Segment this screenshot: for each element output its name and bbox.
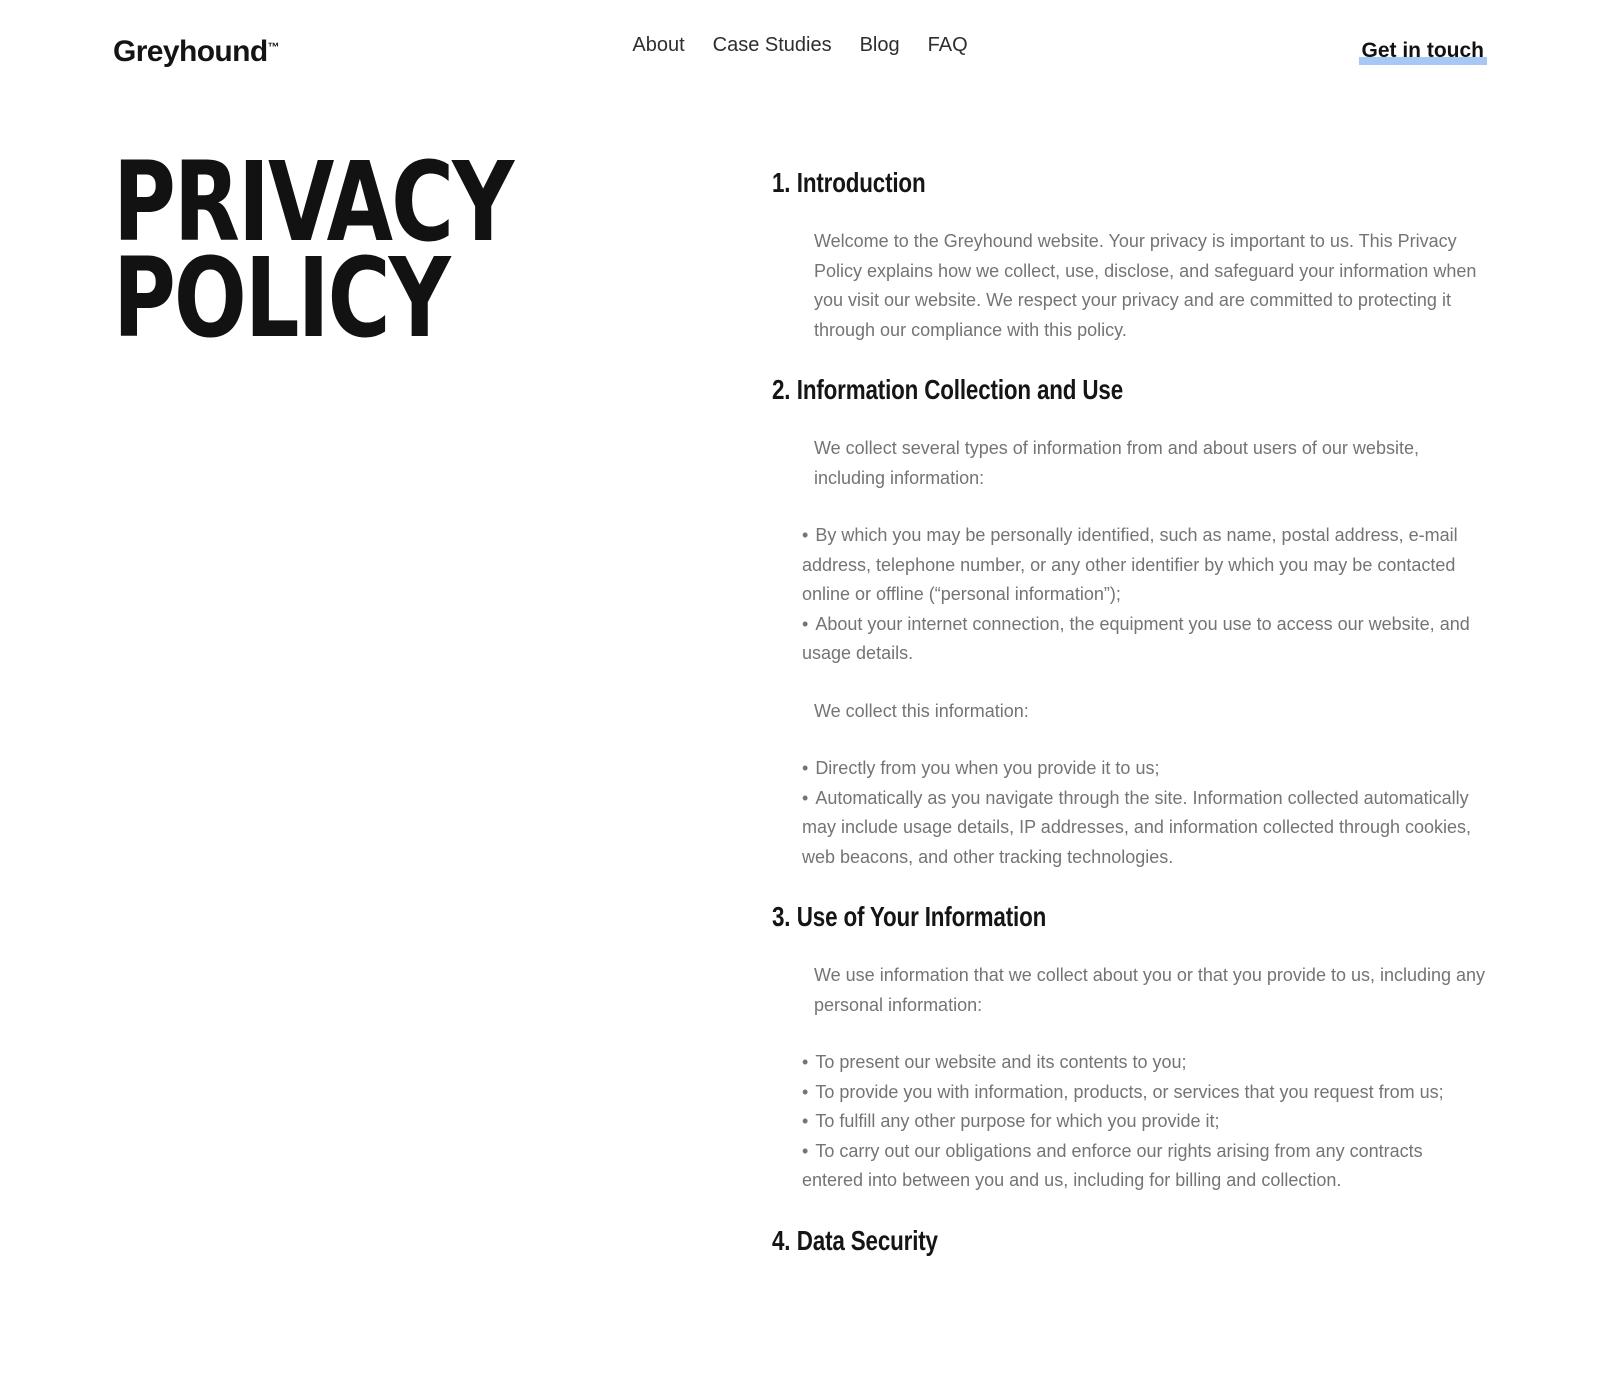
get-in-touch-link[interactable]: Get in touch (1359, 39, 1488, 65)
brand-logo[interactable] (113, 35, 280, 69)
list-item (802, 1107, 1487, 1137)
section-data-security (772, 1224, 1487, 1258)
section-use-of-your-information (772, 900, 1487, 1196)
list-item-text: Automatically as you navigate through the site. Information collected automatically may include usage details, IP addresses, and information collected through cookies, web beacons, and other tracking technologies. (802, 787, 1472, 867)
site-header (113, 0, 1487, 74)
list-item (802, 610, 1487, 669)
list-item-text: To fulfill any other purpose for which you provide it; (815, 1111, 1220, 1131)
bullet-icon: • (802, 525, 809, 545)
bullet-icon: • (802, 1081, 809, 1102)
list-item-text: By which you may be personally identified, such as name, postal address, e-mail address, telephone number, or any other identifier by which you may be contacted online or offline (“personal information”); (802, 525, 1458, 604)
policy-sections (772, 154, 1487, 1258)
section-title: Use of Your Information (796, 901, 1047, 932)
paragraph: We collect several types of information from and about users of our website, including information: (814, 438, 1419, 488)
bullet-list (802, 1048, 1487, 1196)
bullet-icon: • (802, 787, 809, 808)
section-title: Data Security (796, 1224, 938, 1256)
section-title: Introduction (796, 167, 926, 198)
bullet-list (802, 521, 1487, 669)
list-item (802, 521, 1487, 610)
bullet-icon: • (802, 1111, 809, 1131)
section-introduction (772, 166, 1487, 345)
nav-link-case-studies[interactable]: Case Studies (712, 34, 832, 56)
bullet-list (802, 754, 1487, 872)
paragraph: Welcome to the Greyhound website. Your privacy is important to us. This Privacy Policy explains how we collect, use, disclose, and safeguard your information when you visit our website. We respect your privacy and are committed to protecting it through our compliance with this policy. (814, 231, 1477, 340)
list-item-text: To present our website and its contents to you; (815, 1052, 1187, 1072)
page-title-line1: PRIVACY (113, 138, 513, 266)
section-heading (772, 900, 1487, 934)
bullet-icon: • (802, 758, 809, 778)
section-number: 3. (772, 901, 791, 932)
paragraph: We use information that we collect about you or that you provide to us, including any personal information: (814, 965, 1486, 1015)
section-heading (772, 166, 1487, 200)
trademark-symbol: ™ (267, 40, 280, 54)
bullet-icon: • (802, 613, 809, 634)
section-heading (772, 1224, 1487, 1258)
list-item (802, 1048, 1487, 1078)
nav-link-about[interactable]: About (632, 34, 685, 56)
nav-link-faq[interactable]: FAQ (927, 34, 968, 56)
section-number: 1. (772, 167, 791, 198)
section-title: Information Collection and Use (796, 374, 1124, 405)
page-title-line2: POLICY (113, 234, 449, 362)
bullet-icon: • (802, 1052, 809, 1072)
main-nav (632, 34, 967, 57)
list-item (802, 784, 1487, 873)
bullet-icon: • (802, 1140, 809, 1161)
section-number: 2. (772, 374, 791, 405)
paragraph: We collect this information: (814, 700, 1029, 721)
main-content (113, 138, 1487, 1258)
list-item-text: To provide you with information, products, or services that you request from us; (815, 1081, 1444, 1102)
section-heading (772, 373, 1487, 407)
nav-link-blog[interactable]: Blog (859, 34, 900, 56)
brand-name: Greyhound (113, 35, 268, 68)
list-item-text: To carry out our obligations and enforce our rights arising from any contracts entered into between you and us, including for billing and collection. (802, 1140, 1423, 1190)
list-item-text: Directly from you when you provide it to us; (815, 758, 1160, 778)
hero-title-block (113, 138, 653, 362)
list-item (802, 1137, 1487, 1196)
section-number: 4. (772, 1224, 791, 1256)
list-item (802, 1078, 1487, 1108)
list-item-text: About your internet connection, the equipment you use to access our website, and usage details. (802, 613, 1470, 663)
page-title (113, 138, 653, 362)
section-information-collection-and-use (772, 373, 1487, 872)
list-item (802, 754, 1487, 784)
